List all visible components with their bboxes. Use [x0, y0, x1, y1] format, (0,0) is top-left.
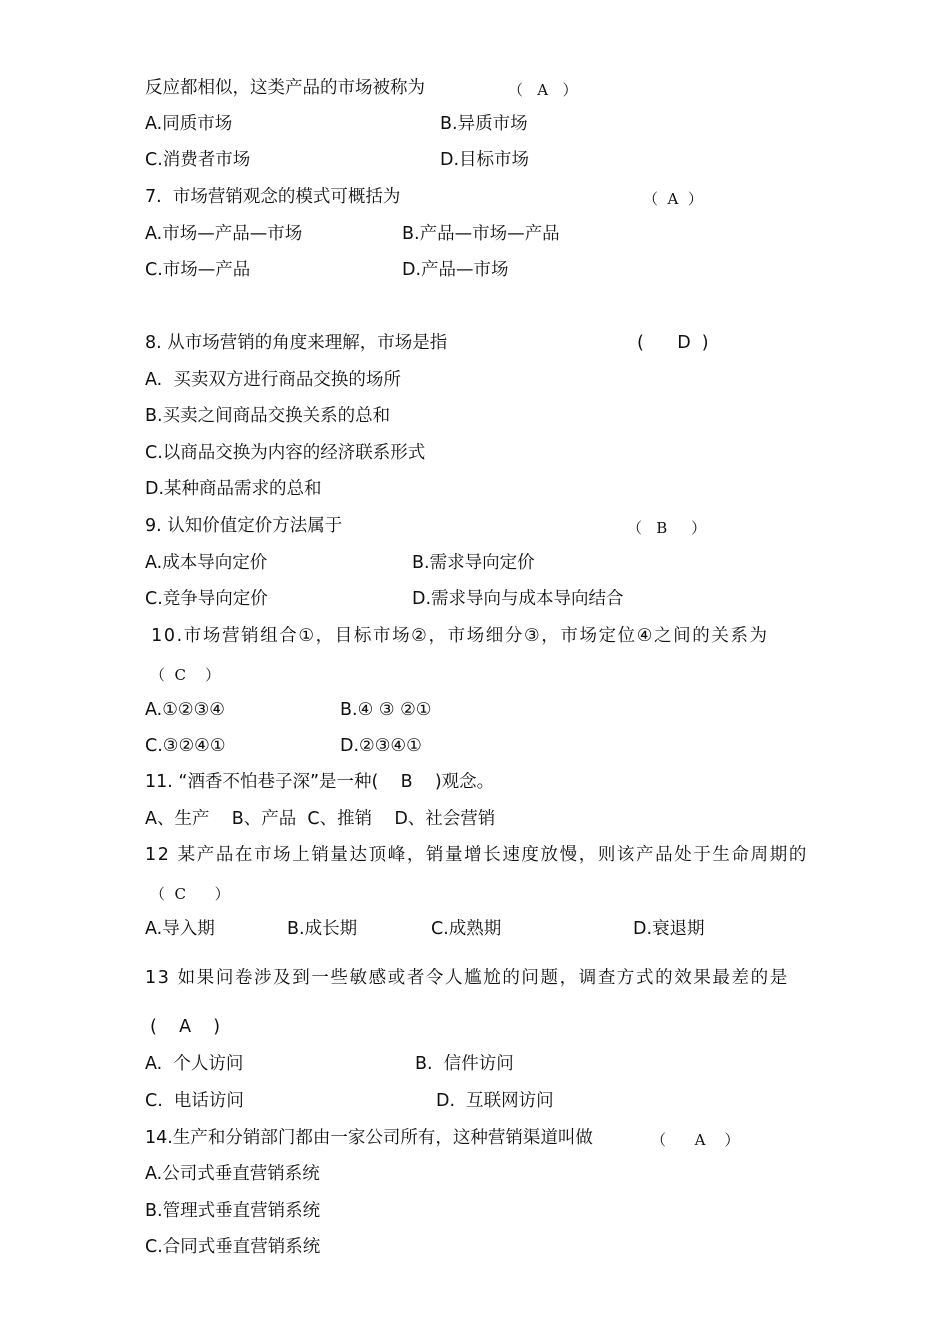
question-12-stem: 12 某产品在市场上销量达顶峰，销量增长速度放慢，则该产品处于生命周期的: [145, 845, 808, 865]
option-b: B.产品—市场—产品: [402, 224, 560, 244]
question-11-options: A、生产 B、产品 C、推销 D、社会营销: [145, 809, 496, 829]
option-b: B.买卖之间商品交换关系的总和: [145, 406, 391, 426]
stem-text: 反应都相似，这类产品的市场被称为: [145, 78, 425, 98]
question-13-stem: 13 如果问卷涉及到一些敏感或者令人尴尬的问题，调查方式的效果最差的是: [145, 968, 789, 988]
option-c: C.市场—产品: [145, 260, 251, 280]
option-b: B. 信件访问: [415, 1054, 514, 1074]
option-b: B.需求导向定价: [412, 553, 535, 573]
option-d: D.产品—市场: [402, 260, 509, 280]
question-14-answer: （ A ）: [651, 1131, 740, 1149]
question-7-stem: 7. 市场营销观念的模式可概括为: [145, 187, 401, 207]
option-a: A. 买卖双方进行商品交换的场所: [145, 370, 401, 390]
option-b: B.管理式垂直营销系统: [145, 1201, 321, 1221]
question-6-stem: [145, 76, 425, 100]
question-13-answer: ( A ): [150, 1017, 221, 1037]
option-d: D.某种商品需求的总和: [145, 479, 322, 499]
option-c: C.③②④①: [145, 736, 226, 756]
option-a: A.市场—产品—市场: [145, 224, 303, 244]
option-c: C.以商品交换为内容的经济联系形式: [145, 443, 426, 463]
option-d: D.②③④①: [340, 736, 422, 756]
option-c: C.消费者市场: [145, 150, 251, 170]
option-b: B.④ ③ ②①: [340, 700, 432, 720]
option-a: A.成本导向定价: [145, 553, 268, 573]
option-c: C. 电话访问: [145, 1091, 244, 1111]
option-a: A. 个人访问: [145, 1054, 244, 1074]
question-12-answer: （ C ）: [150, 885, 230, 903]
option-d: D.目标市场: [440, 150, 530, 170]
question-7-answer: （ A ）: [643, 190, 703, 208]
question-10-stem: 10.市场营销组合①，目标市场②，市场细分③，市场定位④之间的关系为: [144, 626, 769, 646]
question-9-answer: （ B ）: [627, 519, 707, 537]
option-d: D.衰退期: [633, 919, 705, 939]
question-6-answer: （ A ）: [508, 81, 578, 99]
option-a: A.同质市场: [145, 114, 233, 134]
question-14-stem: 14.生产和分销部门都由一家公司所有，这种营销渠道叫做: [145, 1128, 593, 1148]
option-a: A.公司式垂直营销系统: [145, 1164, 320, 1184]
option-c: C.成熟期: [431, 919, 502, 939]
option-c: C.合同式垂直营销系统: [145, 1237, 321, 1257]
option-d: D.需求导向与成本导向结合: [412, 589, 624, 609]
question-11-stem: 11. “酒香不怕巷子深”是一种( B )观念。: [145, 772, 495, 792]
option-a: A.导入期: [145, 919, 215, 939]
option-b: B.成长期: [287, 919, 358, 939]
option-d: D. 互联网访问: [436, 1091, 554, 1111]
question-9-stem: 9. 认知价值定价方法属于: [145, 516, 343, 536]
question-8-stem: 8. 从市场营销的角度来理解，市场是指: [145, 333, 448, 353]
option-c: C.竞争导向定价: [145, 589, 268, 609]
question-8-answer: ( D ): [637, 333, 709, 353]
option-b: B.异质市场: [440, 114, 528, 134]
question-10-answer: （ C ）: [150, 666, 221, 684]
option-a: A.①②③④: [145, 700, 225, 720]
